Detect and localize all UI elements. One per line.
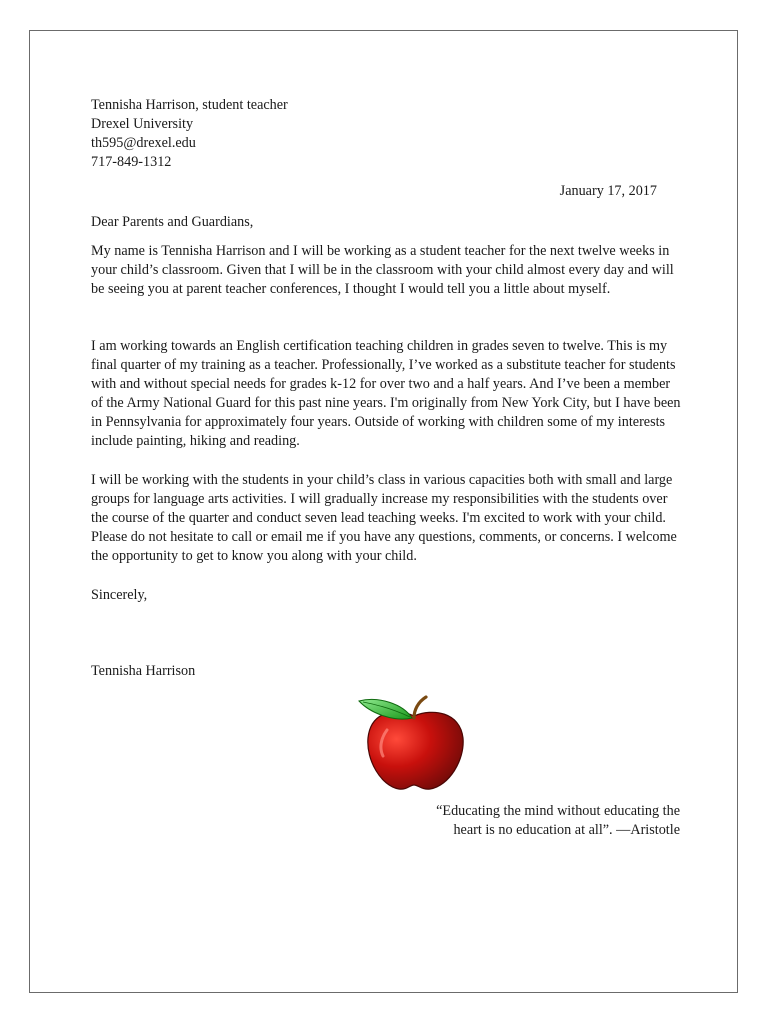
sender-phone: 717-849-1312	[91, 154, 172, 170]
aristotle-quote	[380, 802, 680, 840]
letter-date: January 17, 2017	[559, 183, 657, 199]
sender-email: th595@drexel.edu	[91, 135, 196, 151]
signature-name: Tennisha Harrison	[91, 663, 196, 679]
quote-line-1: “Educating the mind without educating the	[436, 803, 680, 819]
sender-block	[91, 96, 288, 172]
quote-line-2: heart is no education at all”. —Aristotle	[453, 822, 680, 838]
sender-name: Tennisha Harrison, student teacher	[91, 97, 288, 113]
paragraph-plans: I will be working with the students in your child’s class in various capacities both with small and large groups for language arts activities. I will gradually increase my responsibilities with the students over the course of the quarter and conduct seven lead teaching weeks. I'm excited to work with your child. Please do not hesitate to call or email me if you have any questions, comments, or concerns. I welcome the opportunity to get to know you along with your child.	[91, 472, 677, 564]
paragraph-background: I am working towards an English certification teaching children in grades seven to twelve. This is my final quarter of my training as a teacher. Professionally, I’ve worked as a substitute teacher for students with and without special needs for grades k-12 for over two and a half years. And I’ve been a member of the Army National Guard for this past nine years. I'm originally from New York City, but I have been in Pennsylvania for approximately four years. Outside of working with children some of my interests include painting, hiking and reading.	[91, 338, 681, 449]
closing: Sincerely,	[91, 587, 148, 603]
letter-page	[29, 30, 738, 993]
sender-school: Drexel University	[91, 116, 194, 132]
salutation: Dear Parents and Guardians,	[91, 214, 254, 230]
apple-icon	[357, 694, 467, 792]
paragraph-intro: My name is Tennisha Harrison and I will be working as a student teacher for the next twelve weeks in your child’s classroom. Given that I will be in the classroom with your child almost every day and will be seeing you at parent teacher conferences, I thought I would tell you a little about myself.	[91, 243, 674, 297]
